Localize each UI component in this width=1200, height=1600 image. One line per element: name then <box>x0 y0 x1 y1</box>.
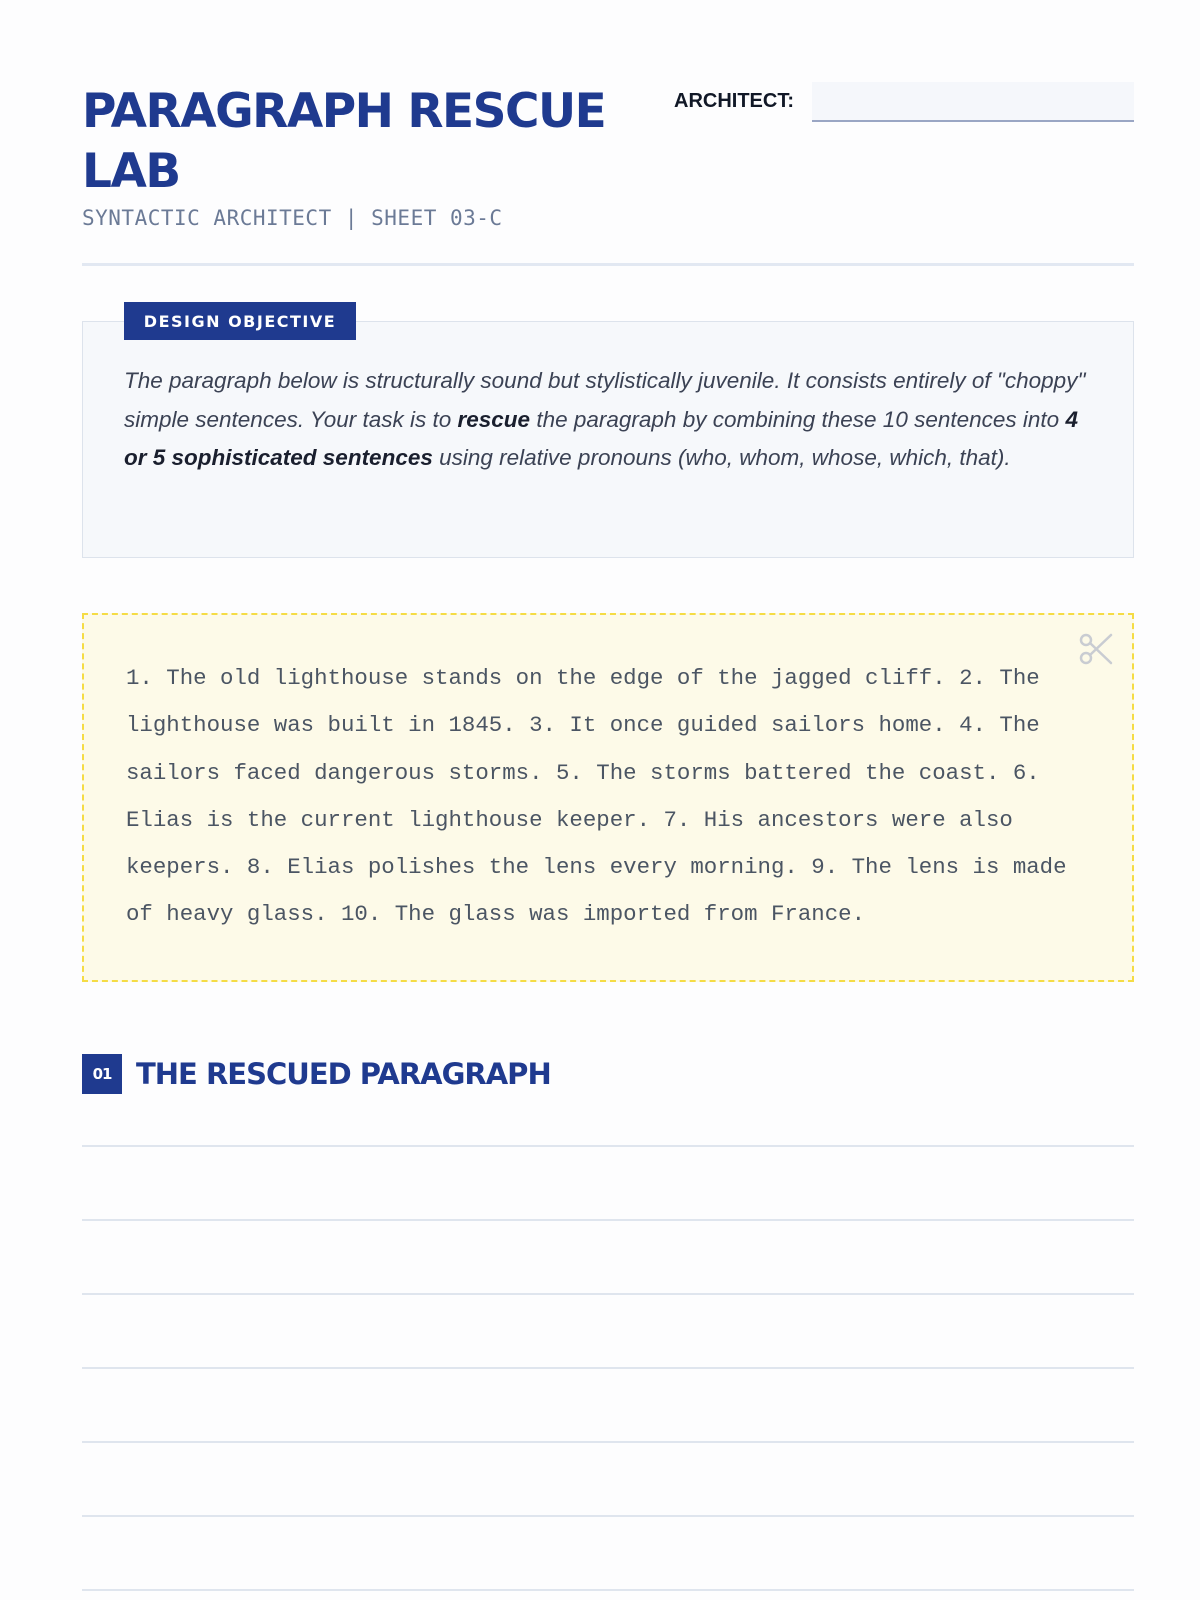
choppy-sentences-panel <box>82 613 1134 982</box>
objective-text-part: The paragraph below is structurally sound but stylistically juvenile. It consists entirely of "choppy" simple sentences. Your task is to <box>124 368 1086 432</box>
objective-emphasis-rescue: rescue <box>457 406 531 432</box>
worksheet-page <box>82 0 1134 1600</box>
objective-tag: DESIGN OBJECTIVE <box>124 302 356 340</box>
answer-line[interactable] <box>82 1293 1134 1295</box>
section-number-badge: 01 <box>82 1054 122 1094</box>
answer-line[interactable] <box>82 1589 1134 1591</box>
objective-text-part: using relative pronouns (who, whom, whose, which, that). <box>432 445 1011 470</box>
answer-line[interactable] <box>82 1219 1134 1221</box>
answer-line[interactable] <box>82 1367 1134 1369</box>
architect-name-input[interactable] <box>812 82 1134 122</box>
header-divider <box>82 263 1134 266</box>
objective-text-part: the paragraph by combining these 10 sentences into <box>530 406 1066 432</box>
answer-line[interactable] <box>82 1441 1134 1443</box>
objective-text <box>124 362 1099 478</box>
answer-line[interactable] <box>82 1515 1134 1517</box>
section-title: THE RESCUED PARAGRAPH <box>136 1057 551 1091</box>
architect-label: ARCHITECT: <box>674 90 794 112</box>
objective-emphasis-count: 4 or 5 sophisticated sentences <box>124 406 1078 470</box>
page-subtitle: SYNTACTIC ARCHITECT | SHEET 03-C <box>82 206 503 230</box>
answer-line[interactable] <box>82 1145 1134 1147</box>
architect-field-group <box>674 82 1134 122</box>
page-title: PARAGRAPH RESCUE LAB <box>82 84 606 199</box>
choppy-sentences-text: 1. The old lighthouse stands on the edge of the jagged cliff. 2. The lighthouse was built in 1845. 3. It once guided sailors home. 4. The sailors faced dangerous storms. 5. The storms battered the coast. 6. Elias is the current lighthouse keeper. 7. His ancestors were also keepers. 8. Elias polishes the lens every morning. 9. The lens is made of heavy glass. 10. The glass was imported from France. <box>126 665 1067 928</box>
